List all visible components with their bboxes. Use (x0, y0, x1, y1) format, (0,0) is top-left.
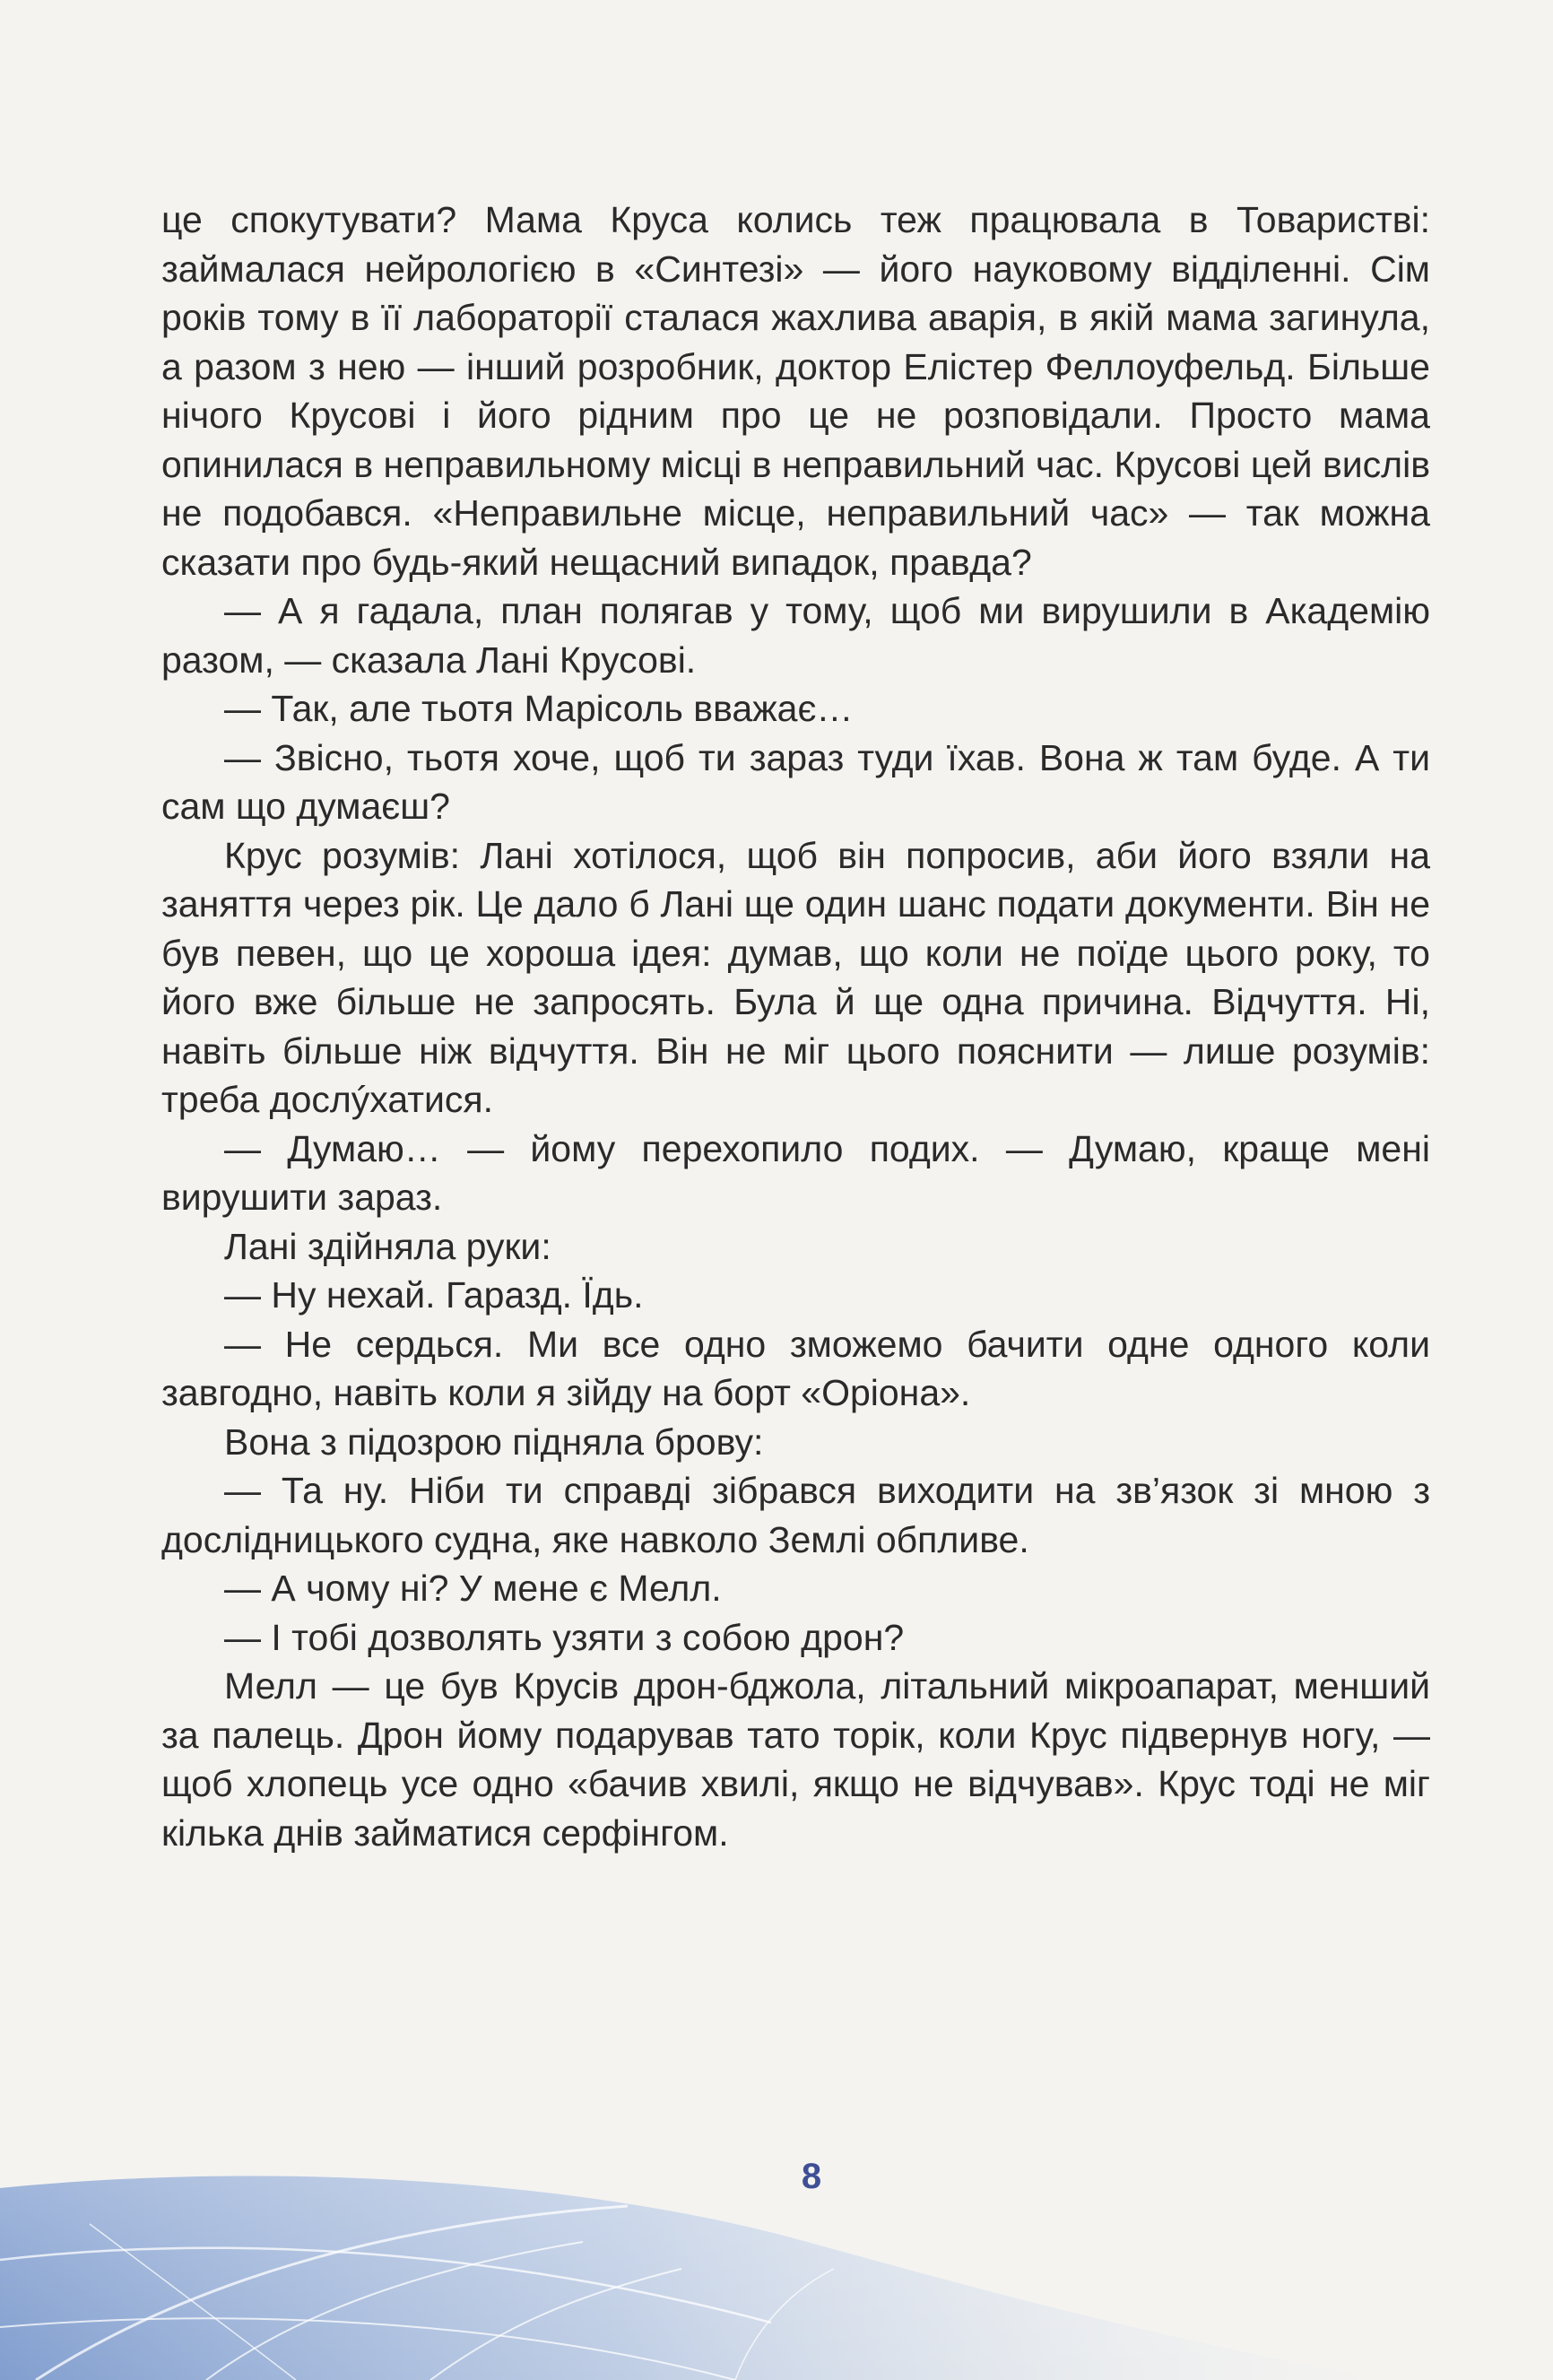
paragraph: Вона з підозрою підняла брову: (224, 1420, 764, 1463)
paragraph: Лані здійняла руки: (224, 1225, 551, 1267)
dialogue-line: — Ну нехай. Гаразд. Їдь. (224, 1274, 644, 1316)
dialogue-line: — А я гадала, план полягав у тому, щоб ми вирушили в Академію разом, — сказала Лані Крусові. (161, 590, 1430, 681)
dialogue-line: — Звісно, тьотя хоче, щоб ти зараз туди їхав. Вона ж там буде. А ти сам що думаєш? (161, 736, 1430, 827)
page-number: 8 (801, 2157, 822, 2196)
dialogue-line: — А чому ні? У мене є Мелл. (224, 1568, 722, 1609)
page-body (161, 195, 1430, 1857)
dialogue-line: — Не сердься. Ми все одно зможемо бачити одне одного коли завгодно, навіть коли я зійду на борт «Оріона». (161, 1323, 1430, 1413)
dialogue-line: — Та ну. Ніби ти справді зібрався виходити на зв’язок зі мною з дослідницького судна, яке навколо Землі обпливе. (161, 1470, 1430, 1560)
paragraph: Мелл — це був Крусів дрон-бджола, літальний мікроапарат, менший за палець. Дрон йому подарував тато торік, коли Крус підвернув ногу, — щоб хлопець усе одно «бачив хвилі, якщо не відчував». Крус тоді не міг кілька днів займатися серфінгом. (161, 1665, 1430, 1854)
dialogue-line: — Думаю… — йому перехопило подих. — Думаю, краще мені вирушити зараз. (161, 1127, 1430, 1218)
dialogue-line: — Так, але тьотя Марісоль вважає… (224, 688, 854, 729)
paragraph: це спокутувати? Мама Круса колись теж працювала в Товаристві: займалася нейрологією в «Синтезі» — його науковому відділенні. Сім років тому в її лабораторії сталася жахлива аварія, в якій мама загинула, а разом з нею — інший розробник, доктор Елістер Феллоуфельд. Більше нічого Крусові і його рідним про це не розповідали. Просто мама опинилася в неправильному місці в неправильний час. Крусові цей вислів не подобався. «Неправильне місце, неправильний час» — так можна сказати про будь-який нещасний випадок, правда? (161, 199, 1430, 583)
dialogue-line: — І тобі дозволять узяти з собою дрон? (224, 1616, 905, 1658)
paragraph: Крус розумів: Лані хотілося, щоб він попросив, аби його взяли на заняття через рік. Це дало б Лані ще один шанс подати документи. Він не був певен, що це хороша ідея: думав, що коли не поїде цього року, то його вже більше не запросять. Була й ще одна причина. Відчуття. Ні, навіть більше ніж відчуття. Він не міг цього пояснити — лише розумів: треба дослýхатися. (161, 834, 1430, 1120)
